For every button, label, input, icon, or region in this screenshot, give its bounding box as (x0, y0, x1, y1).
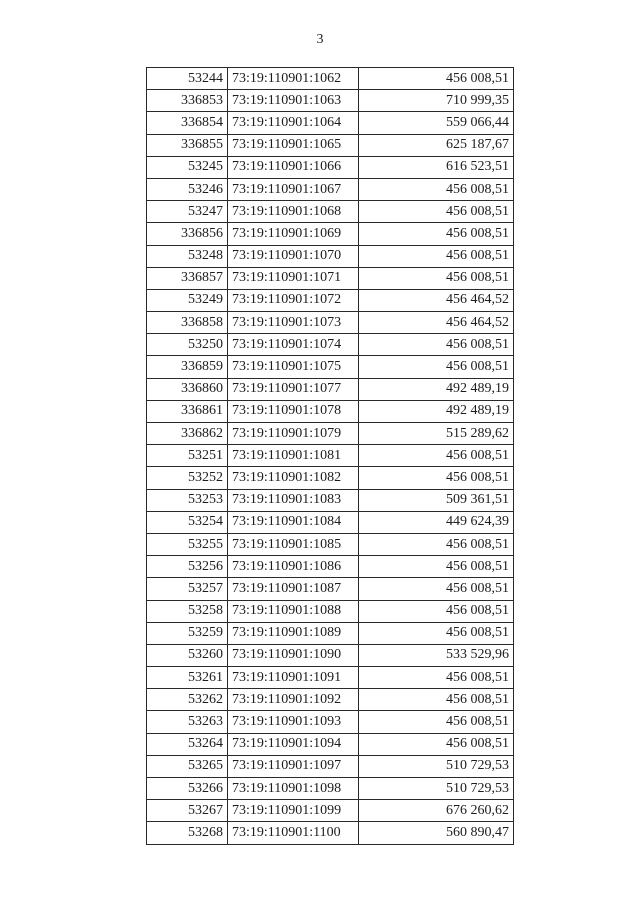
row-number-cell: 53254 (147, 511, 228, 533)
cadastral-value-cell: 676 260,62 (359, 800, 514, 822)
cadastral-number-cell: 73:19:110901:1091 (228, 667, 359, 689)
cadastral-value-cell: 510 729,53 (359, 755, 514, 777)
table-row (147, 467, 514, 489)
cadastral-number-cell: 73:19:110901:1090 (228, 644, 359, 666)
cadastral-number-cell: 73:19:110901:1084 (228, 511, 359, 533)
table-row (147, 778, 514, 800)
table-row (147, 445, 514, 467)
cadastral-number-cell: 73:19:110901:1079 (228, 423, 359, 445)
cadastral-number-cell: 73:19:110901:1085 (228, 533, 359, 555)
table-row (147, 245, 514, 267)
cadastral-value-cell: 456 008,51 (359, 68, 514, 90)
cadastral-number-cell: 73:19:110901:1086 (228, 556, 359, 578)
cadastral-value-cell: 559 066,44 (359, 112, 514, 134)
row-number-cell: 336853 (147, 90, 228, 112)
table-row (147, 533, 514, 555)
cadastral-value-cell: 510 729,53 (359, 778, 514, 800)
row-number-cell: 336859 (147, 356, 228, 378)
cadastral-number-cell: 73:19:110901:1092 (228, 689, 359, 711)
table-row (147, 511, 514, 533)
cadastral-value-cell: 456 008,51 (359, 578, 514, 600)
cadastral-value-cell: 625 187,67 (359, 134, 514, 156)
table-row (147, 267, 514, 289)
cadastral-number-cell: 73:19:110901:1077 (228, 378, 359, 400)
cadastral-value-cell: 492 489,19 (359, 400, 514, 422)
cadastral-value-cell: 456 008,51 (359, 201, 514, 223)
cadastral-number-cell: 73:19:110901:1099 (228, 800, 359, 822)
cadastral-value-cell: 456 008,51 (359, 267, 514, 289)
row-number-cell: 53258 (147, 600, 228, 622)
row-number-cell: 53250 (147, 334, 228, 356)
cadastral-number-cell: 73:19:110901:1065 (228, 134, 359, 156)
row-number-cell: 53259 (147, 622, 228, 644)
table-row (147, 733, 514, 755)
row-number-cell: 53252 (147, 467, 228, 489)
cadastral-number-cell: 73:19:110901:1074 (228, 334, 359, 356)
row-number-cell: 53262 (147, 689, 228, 711)
row-number-cell: 53246 (147, 178, 228, 200)
cadastral-number-cell: 73:19:110901:1071 (228, 267, 359, 289)
row-number-cell: 53244 (147, 68, 228, 90)
cadastral-value-cell: 616 523,51 (359, 156, 514, 178)
table-row (147, 578, 514, 600)
table-body (147, 68, 514, 845)
cadastral-value-cell: 456 008,51 (359, 356, 514, 378)
table-row (147, 689, 514, 711)
row-number-cell: 53268 (147, 822, 228, 844)
cadastral-value-cell: 456 008,51 (359, 600, 514, 622)
cadastral-number-cell: 73:19:110901:1062 (228, 68, 359, 90)
table-row (147, 800, 514, 822)
cadastral-value-cell: 456 008,51 (359, 711, 514, 733)
row-number-cell: 336862 (147, 423, 228, 445)
table-row (147, 622, 514, 644)
cadastral-value-cell: 515 289,62 (359, 423, 514, 445)
row-number-cell: 53249 (147, 289, 228, 311)
page-number: 3 (316, 32, 324, 47)
cadastral-number-cell: 73:19:110901:1087 (228, 578, 359, 600)
row-number-cell: 336854 (147, 112, 228, 134)
table-row (147, 112, 514, 134)
row-number-cell: 336860 (147, 378, 228, 400)
cadastral-value-cell: 710 999,35 (359, 90, 514, 112)
cadastral-number-cell: 73:19:110901:1082 (228, 467, 359, 489)
cadastral-number-cell: 73:19:110901:1098 (228, 778, 359, 800)
cadastral-number-cell: 73:19:110901:1064 (228, 112, 359, 134)
row-number-cell: 53245 (147, 156, 228, 178)
row-number-cell: 53264 (147, 733, 228, 755)
row-number-cell: 336857 (147, 267, 228, 289)
row-number-cell: 53267 (147, 800, 228, 822)
row-number-cell: 336856 (147, 223, 228, 245)
cadastral-value-cell: 456 464,52 (359, 289, 514, 311)
cadastral-number-cell: 73:19:110901:1068 (228, 201, 359, 223)
cadastral-value-cell: 456 008,51 (359, 556, 514, 578)
cadastral-value-cell: 456 008,51 (359, 245, 514, 267)
table-row (147, 334, 514, 356)
table-row (147, 201, 514, 223)
cadastral-number-cell: 73:19:110901:1097 (228, 755, 359, 777)
cadastral-number-cell: 73:19:110901:1081 (228, 445, 359, 467)
table-row (147, 223, 514, 245)
cadastral-value-cell: 456 008,51 (359, 334, 514, 356)
row-number-cell: 53263 (147, 711, 228, 733)
row-number-cell: 53253 (147, 489, 228, 511)
cadastral-value-cell: 560 890,47 (359, 822, 514, 844)
cadastral-value-cell: 456 008,51 (359, 445, 514, 467)
cadastral-number-cell: 73:19:110901:1070 (228, 245, 359, 267)
cadastral-value-table (146, 67, 514, 845)
row-number-cell: 53266 (147, 778, 228, 800)
row-number-cell: 336858 (147, 312, 228, 334)
table-row (147, 156, 514, 178)
cadastral-value-cell: 492 489,19 (359, 378, 514, 400)
cadastral-number-cell: 73:19:110901:1094 (228, 733, 359, 755)
table-row (147, 600, 514, 622)
row-number-cell: 53265 (147, 755, 228, 777)
cadastral-number-cell: 73:19:110901:1075 (228, 356, 359, 378)
row-number-cell: 53260 (147, 644, 228, 666)
table-row (147, 90, 514, 112)
cadastral-value-cell: 449 624,39 (359, 511, 514, 533)
row-number-cell: 53248 (147, 245, 228, 267)
cadastral-value-cell: 456 008,51 (359, 689, 514, 711)
cadastral-value-cell: 456 008,51 (359, 667, 514, 689)
table-row (147, 667, 514, 689)
table-row (147, 711, 514, 733)
cadastral-value-cell: 533 529,96 (359, 644, 514, 666)
table-row (147, 423, 514, 445)
cadastral-number-cell: 73:19:110901:1073 (228, 312, 359, 334)
table-row (147, 556, 514, 578)
table-row (147, 312, 514, 334)
cadastral-number-cell: 73:19:110901:1072 (228, 289, 359, 311)
cadastral-number-cell: 73:19:110901:1067 (228, 178, 359, 200)
cadastral-value-cell: 456 008,51 (359, 178, 514, 200)
cadastral-value-cell: 456 008,51 (359, 622, 514, 644)
table-row (147, 68, 514, 90)
table-row (147, 178, 514, 200)
row-number-cell: 336855 (147, 134, 228, 156)
row-number-cell: 53256 (147, 556, 228, 578)
cadastral-number-cell: 73:19:110901:1083 (228, 489, 359, 511)
cadastral-value-cell: 456 464,52 (359, 312, 514, 334)
cadastral-value-cell: 456 008,51 (359, 223, 514, 245)
row-number-cell: 53255 (147, 533, 228, 555)
cadastral-number-cell: 73:19:110901:1078 (228, 400, 359, 422)
table-row (147, 356, 514, 378)
cadastral-value-cell: 456 008,51 (359, 733, 514, 755)
row-number-cell: 336861 (147, 400, 228, 422)
table-row (147, 644, 514, 666)
cadastral-number-cell: 73:19:110901:1069 (228, 223, 359, 245)
table-row (147, 489, 514, 511)
row-number-cell: 53251 (147, 445, 228, 467)
table-row (147, 289, 514, 311)
row-number-cell: 53261 (147, 667, 228, 689)
row-number-cell: 53257 (147, 578, 228, 600)
table-row (147, 755, 514, 777)
cadastral-number-cell: 73:19:110901:1093 (228, 711, 359, 733)
cadastral-number-cell: 73:19:110901:1089 (228, 622, 359, 644)
cadastral-number-cell: 73:19:110901:1066 (228, 156, 359, 178)
cadastral-value-cell: 456 008,51 (359, 467, 514, 489)
cadastral-number-cell: 73:19:110901:1100 (228, 822, 359, 844)
cadastral-number-cell: 73:19:110901:1088 (228, 600, 359, 622)
table-row (147, 400, 514, 422)
cadastral-value-cell: 456 008,51 (359, 533, 514, 555)
cadastral-number-cell: 73:19:110901:1063 (228, 90, 359, 112)
table-row (147, 378, 514, 400)
row-number-cell: 53247 (147, 201, 228, 223)
table-row (147, 134, 514, 156)
cadastral-value-cell: 509 361,51 (359, 489, 514, 511)
table-row (147, 822, 514, 844)
